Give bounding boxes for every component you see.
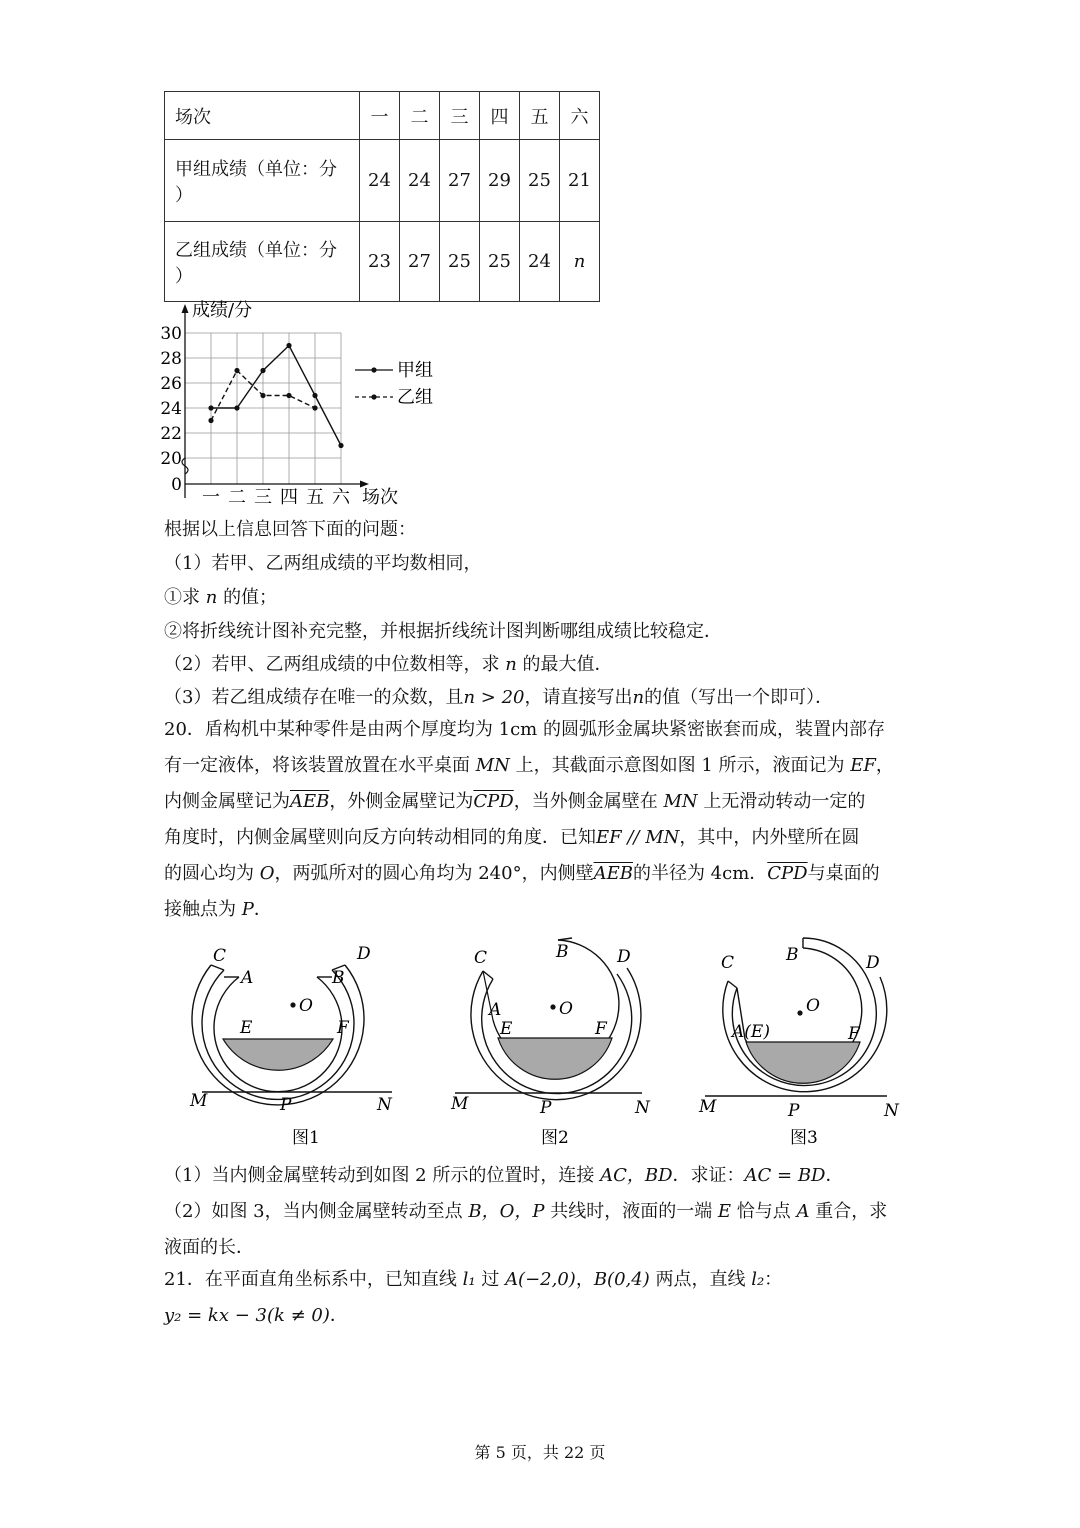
text-span: ， xyxy=(575,1269,594,1290)
label-d: D xyxy=(866,953,880,973)
inner-wall-outer-arc xyxy=(803,938,870,984)
x-tick-label: 一 xyxy=(202,487,220,508)
math-expr: AC = BD xyxy=(744,1165,826,1186)
text-span: ，请直接写出 xyxy=(524,687,633,708)
q19-intro: 根据以上信息回答下面的问题： xyxy=(164,519,416,540)
text-span: 有一定液体，将该装置放置在水平桌面 xyxy=(164,755,476,776)
arc-notation: $\overline{AEB}$ xyxy=(290,791,330,812)
table-cell: 27 xyxy=(440,140,480,222)
outer-wall-outer-arc xyxy=(471,968,641,1100)
label-p: P xyxy=(788,1101,800,1121)
score-table xyxy=(164,91,600,302)
table-row-label xyxy=(165,222,360,302)
math-expr: A(−2,0) xyxy=(505,1269,576,1290)
table-cell: 25 xyxy=(480,222,520,302)
center-point xyxy=(797,1010,802,1015)
wall-end xyxy=(728,981,737,988)
label-m: M xyxy=(451,1094,469,1114)
label-b: B xyxy=(332,968,345,988)
q19-part3 xyxy=(164,686,833,710)
p20-line xyxy=(164,892,914,928)
math-expr: n > 20 xyxy=(463,687,525,708)
figure-1 xyxy=(189,944,393,1148)
table-header-row xyxy=(165,92,600,140)
q19-part2 xyxy=(164,653,613,677)
table-row xyxy=(165,222,600,302)
liquid xyxy=(223,1039,333,1070)
math-var: n xyxy=(505,654,517,675)
table-cell: 24 xyxy=(400,140,440,222)
p20-line xyxy=(164,748,914,784)
table-cell: 24 xyxy=(360,140,400,222)
math-expr: y₂ = kx − 3(k ≠ 0) xyxy=(164,1305,330,1326)
data-point xyxy=(312,393,317,398)
inner-wall-inner-arc xyxy=(214,977,342,1092)
table-cell: 25 xyxy=(520,140,560,222)
text-span: （2）如图 3，当内侧金属壁转动至点 xyxy=(164,1201,469,1222)
x-axis-label: 场次 xyxy=(362,487,398,508)
text-span: 上，其截面示意图如图 1 所示，液面记为 xyxy=(509,755,851,776)
label-a: A xyxy=(241,968,254,988)
label-n: N xyxy=(377,1095,392,1115)
data-point xyxy=(234,405,239,410)
y-tick-label: 26 xyxy=(160,374,182,394)
label-o: O xyxy=(806,996,820,1016)
x-tick-labels xyxy=(202,487,351,508)
p20-sub2-cont: 液面的长． xyxy=(164,1237,254,1258)
y-tick-label: 28 xyxy=(160,349,182,369)
y-tick-label: 24 xyxy=(160,399,182,419)
table-cell: 21 xyxy=(560,140,600,222)
p20-line: 20．盾构机中某种零件是由两个厚度均为 1cm 的圆弧形金属块紧密嵌套而成，装置内部存 xyxy=(164,719,885,740)
label-a: A xyxy=(489,1000,502,1020)
legend-marker-yi xyxy=(371,394,376,399)
data-point xyxy=(208,405,213,410)
x-tick-label: 五 xyxy=(306,487,324,508)
text-span: 的最大值． xyxy=(522,654,613,675)
page-footer: 第 5 页，共 22 页 xyxy=(474,1443,606,1462)
label-m: M xyxy=(699,1097,717,1117)
problem-21 xyxy=(164,1262,914,1334)
liquid xyxy=(498,1038,612,1079)
math-var: AC，BD xyxy=(600,1165,673,1186)
math-var: P xyxy=(241,899,254,920)
x-tick-label: 三 xyxy=(254,487,272,508)
data-point xyxy=(260,393,265,398)
math-expr: B(0,4) xyxy=(593,1269,650,1290)
text-span: 的值（写出一个即可）． xyxy=(644,687,834,708)
text-span: ． xyxy=(253,899,272,920)
row-label-line: ） xyxy=(175,184,193,206)
data-point xyxy=(208,418,213,423)
math-var: MN xyxy=(663,791,698,812)
table-row-label xyxy=(165,140,360,222)
table-cell: n xyxy=(560,222,600,302)
row-label-line: 甲组成绩（单位：分 xyxy=(175,158,337,180)
label-a-e: A(E) xyxy=(732,1022,770,1042)
x-tick-label: 四 xyxy=(280,487,298,508)
y-tick-label: 22 xyxy=(160,424,182,444)
row-label-line: ） xyxy=(175,265,193,287)
label-o: O xyxy=(299,996,313,1016)
data-point xyxy=(234,368,239,373)
p20-line xyxy=(164,820,914,856)
label-p: P xyxy=(280,1095,292,1115)
math-var: l₂ xyxy=(751,1269,765,1290)
legend-label-yi: 乙组 xyxy=(397,387,433,408)
line-chart xyxy=(150,298,440,512)
row-label-line: 乙组成绩（单位：分 xyxy=(175,239,337,261)
text-span: 共线时，液面的一端 xyxy=(544,1201,718,1222)
wall-end xyxy=(558,938,572,940)
table-cell: 24 xyxy=(520,222,560,302)
math-var: EF xyxy=(850,755,876,776)
problem-20-subquestions xyxy=(164,1158,914,1266)
label-n: N xyxy=(884,1101,899,1121)
q19-part1: （1）若甲、乙两组成绩的平均数相同， xyxy=(164,553,482,574)
p20-sub1 xyxy=(164,1158,914,1194)
data-point xyxy=(338,443,343,448)
text-span: 接触点为 xyxy=(164,899,242,920)
p20-line xyxy=(164,856,914,892)
figures-diagram xyxy=(180,935,920,1155)
figure-3 xyxy=(698,938,900,1148)
data-point xyxy=(312,405,317,410)
p20-sub2 xyxy=(164,1194,914,1230)
text-span: 的圆心均为 xyxy=(164,863,260,884)
text-span: 的半径为 4cm． xyxy=(632,863,768,884)
y-tick-label: 20 xyxy=(160,449,182,469)
label-e: E xyxy=(500,1019,513,1039)
table-cell: 29 xyxy=(480,140,520,222)
center-point xyxy=(550,1004,555,1009)
figure-caption: 图2 xyxy=(541,1128,569,1148)
table-header-cell: 四 xyxy=(480,92,520,140)
text-span: ，两弧所对的圆心角均为 240°，内侧壁 xyxy=(274,863,594,884)
text-span: 上无滑动转动一定的 xyxy=(697,791,866,812)
text-span: ． xyxy=(825,1165,844,1186)
q19-part1a xyxy=(164,586,277,610)
legend-label-jia: 甲组 xyxy=(397,360,433,381)
p21-line xyxy=(164,1262,914,1298)
math-expr: EF // MN xyxy=(596,827,680,848)
label-n: N xyxy=(635,1098,650,1118)
math-var: l₁ xyxy=(462,1269,476,1290)
chart-legend xyxy=(355,360,433,408)
text-span: 的值； xyxy=(223,587,278,608)
x-tick-label: 二 xyxy=(228,487,246,508)
p20-line xyxy=(164,784,914,820)
data-point xyxy=(286,393,291,398)
text-span: ． xyxy=(329,1305,348,1326)
table-header-cell: 一 xyxy=(360,92,400,140)
text-span: （1）当内侧金属壁转动到如图 2 所示的位置时，连接 xyxy=(164,1165,601,1186)
label-p: P xyxy=(540,1098,552,1118)
problem-20 xyxy=(164,712,914,928)
text-span: ．求证： xyxy=(672,1165,745,1186)
y-tick-label: 30 xyxy=(160,324,182,344)
label-d: D xyxy=(617,947,631,967)
y-tick-labels xyxy=(160,324,182,495)
table-cell: 23 xyxy=(360,222,400,302)
chart-series xyxy=(208,343,343,448)
label-e: E xyxy=(240,1018,253,1038)
table-header-cell: 三 xyxy=(440,92,480,140)
label-o: O xyxy=(559,999,573,1019)
label-f: F xyxy=(337,1018,349,1038)
outer-wall-inner-arc xyxy=(202,970,354,1099)
math-var: E xyxy=(717,1201,732,1222)
figure-caption: 图3 xyxy=(790,1128,818,1148)
arc-notation: $\overline{CPD}$ xyxy=(767,863,808,884)
y-tick-label: 0 xyxy=(171,475,182,495)
text-span: （3）若乙组成绩存在唯一的众数，且 xyxy=(164,687,464,708)
math-var: n xyxy=(632,687,645,708)
table-header-cell: 五 xyxy=(520,92,560,140)
data-point xyxy=(260,368,265,373)
text-span: ： xyxy=(764,1269,783,1290)
label-b: B xyxy=(556,942,569,962)
table-row xyxy=(165,140,600,222)
math-var: O xyxy=(259,863,275,884)
text-span: 两点，直线 xyxy=(649,1269,752,1290)
text-span: ， xyxy=(875,755,894,776)
text-span: 与桌面的 xyxy=(807,863,880,884)
y-axis-arrow xyxy=(182,304,189,313)
math-var: A xyxy=(796,1201,810,1222)
chart-grid xyxy=(185,333,341,484)
text-span: ，外侧金属壁记为 xyxy=(329,791,474,812)
label-c: C xyxy=(474,948,488,968)
text-span: 内侧金属壁记为 xyxy=(164,791,290,812)
label-m: M xyxy=(190,1091,208,1111)
p21-line xyxy=(164,1298,914,1334)
text-span: 重合，求 xyxy=(809,1201,888,1222)
text-span: 过 xyxy=(475,1269,506,1290)
text-span: ，其中，内外壁所在圆 xyxy=(679,827,860,848)
label-f: F xyxy=(595,1019,607,1039)
math-var: MN xyxy=(475,755,510,776)
text-span: 21．在平面直角坐标系中，已知直线 xyxy=(164,1269,463,1290)
figure-2 xyxy=(450,938,651,1148)
liquid xyxy=(746,1042,860,1083)
label-c: C xyxy=(721,953,735,973)
math-var: n xyxy=(205,587,218,608)
label-b: B xyxy=(786,945,799,965)
label-c: C xyxy=(213,946,227,966)
data-point xyxy=(286,343,291,348)
arc-notation: $\overline{CPD}$ xyxy=(473,791,514,812)
y-axis-label: 成绩/分 xyxy=(192,300,253,321)
text-span: 角度时，内侧金属壁则向反方向转动相同的角度．已知 xyxy=(164,827,596,848)
label-d: D xyxy=(357,944,371,964)
center-point xyxy=(290,1002,295,1007)
q19-part1b: ②将折线统计图补充完整，并根据折线统计图判断哪组成绩比较稳定． xyxy=(164,621,722,642)
x-tick-label: 六 xyxy=(332,487,350,508)
label-f: F xyxy=(848,1024,860,1044)
table-cell: 27 xyxy=(400,222,440,302)
arc-notation: $\overline{AEB}$ xyxy=(593,863,633,884)
text-span: ①求 xyxy=(164,587,200,608)
table-header-cell: 二 xyxy=(400,92,440,140)
table-cell: 25 xyxy=(440,222,480,302)
table-header-cell: 六 xyxy=(560,92,600,140)
math-var: B，O，P xyxy=(468,1201,545,1222)
text-span: ，当外侧金属壁在 xyxy=(513,791,664,812)
text-span: 恰与点 xyxy=(731,1201,797,1222)
text-span: （2）若甲、乙两组成绩的中位数相等，求 xyxy=(164,654,500,675)
figure-caption: 图1 xyxy=(292,1128,320,1148)
table-header-cell: 场次 xyxy=(165,92,360,140)
legend-marker-jia xyxy=(371,367,376,372)
